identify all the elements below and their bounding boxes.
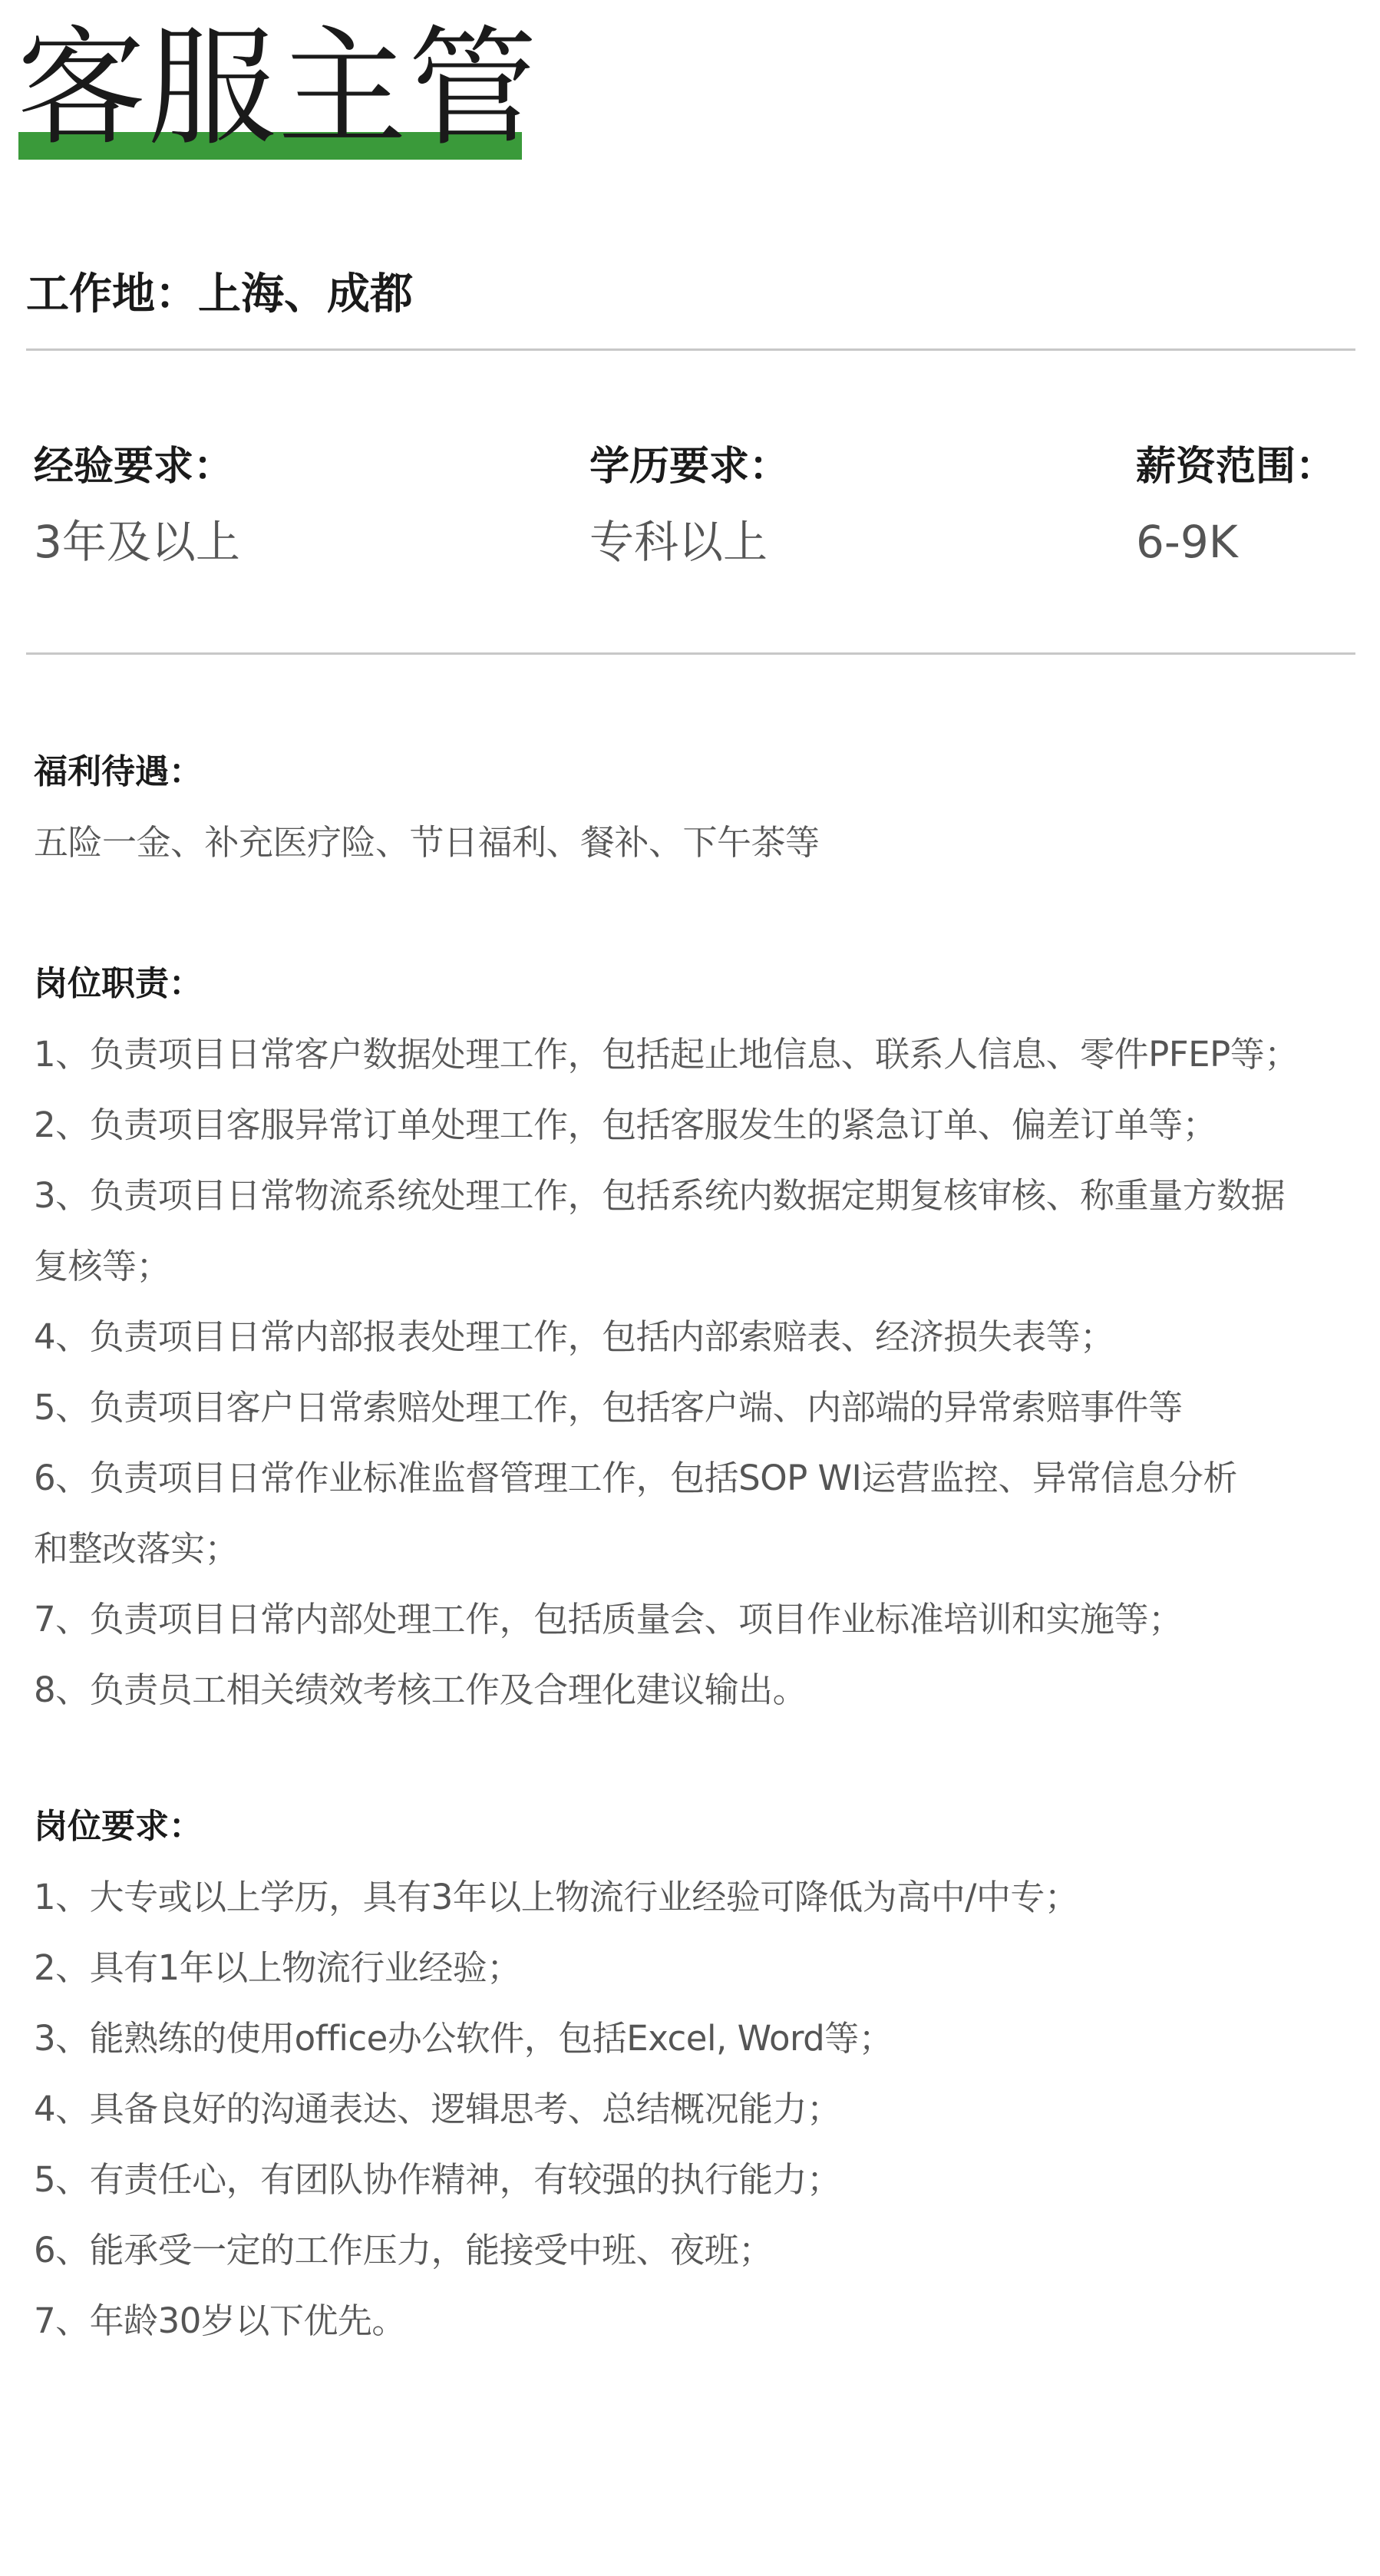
duty-line: 复核等； [34, 1246, 171, 1286]
salary-range [1136, 438, 1335, 571]
job-requirements-title: 岗位要求： [34, 1807, 203, 1846]
duties-title: 岗位职责： [34, 964, 203, 1003]
duty-line: 8、负责员工相关绩效考核工作及合理化建议输出。 [34, 1669, 807, 1710]
job-requirements-section [34, 1792, 1362, 2356]
salary-value: 6-9K [1136, 516, 1238, 568]
education-label: 学历要求： [589, 444, 790, 490]
divider [26, 652, 1355, 655]
requirement-line: 4、具备良好的沟通表达、逻辑思考、总结概况能力； [34, 2089, 841, 2129]
requirement-line: 6、能承受一定的工作压力，能接受中班、夜班； [34, 2230, 773, 2271]
benefits-section [34, 737, 1362, 878]
salary-label: 薪资范围： [1136, 444, 1336, 490]
requirement-line: 2、具有1年以上物流行业经验； [34, 1947, 521, 1988]
duty-line: 1、负责项目日常客户数据处理工作，包括起止地信息、联系人信息、零件PFEP等； [34, 1034, 1299, 1075]
duties-section [34, 949, 1362, 1726]
benefits-title: 福利待遇： [34, 752, 203, 791]
requirement-line: 7、年龄30岁以下优先。 [34, 2300, 406, 2341]
work-location: 工作地：上海、成都 [26, 269, 413, 319]
duty-line: 2、负责项目客服异常订单处理工作，包括客服发生的紧急订单、偏差订单等； [34, 1105, 1217, 1145]
divider [26, 348, 1355, 351]
page-title: 客服主管 [17, 13, 539, 163]
education-value: 专科以上 [589, 516, 768, 568]
education-requirement [589, 438, 789, 571]
benefits-text: 五险一金、补充医疗险、节日福利、餐补、下午茶等 [34, 822, 820, 863]
requirement-line: 3、能熟练的使用office办公软件，包括Excel, Word等； [34, 2018, 893, 2059]
duty-line: 和整改落实； [34, 1528, 239, 1569]
page-title-block [17, 8, 539, 163]
requirement-line: 5、有责任心，有团队协作精神，有较强的执行能力； [34, 2159, 841, 2200]
experience-value: 3年及以上 [34, 516, 240, 568]
duty-line: 3、负责项目日常物流系统处理工作，包括系统内数据定期复核审核、称重量方数据 [34, 1175, 1286, 1216]
requirement-line: 1、大专或以上学历，具有3年以上物流行业经验可降低为高中/中专； [34, 1877, 1079, 1917]
duty-line: 4、负责项目日常内部报表处理工作，包括内部索赔表、经济损失表等； [34, 1316, 1114, 1357]
duty-line: 7、负责项目日常内部处理工作，包括质量会、项目作业标准培训和实施等； [34, 1599, 1183, 1640]
experience-requirement [34, 438, 240, 571]
experience-label: 经验要求： [34, 444, 234, 490]
duty-line: 6、负责项目日常作业标准监督管理工作，包括SOP WI运营监控、异常信息分析 [34, 1458, 1237, 1498]
duty-line: 5、负责项目客户日常索赔处理工作，包括客户端、内部端的异常索赔事件等 [34, 1387, 1183, 1428]
